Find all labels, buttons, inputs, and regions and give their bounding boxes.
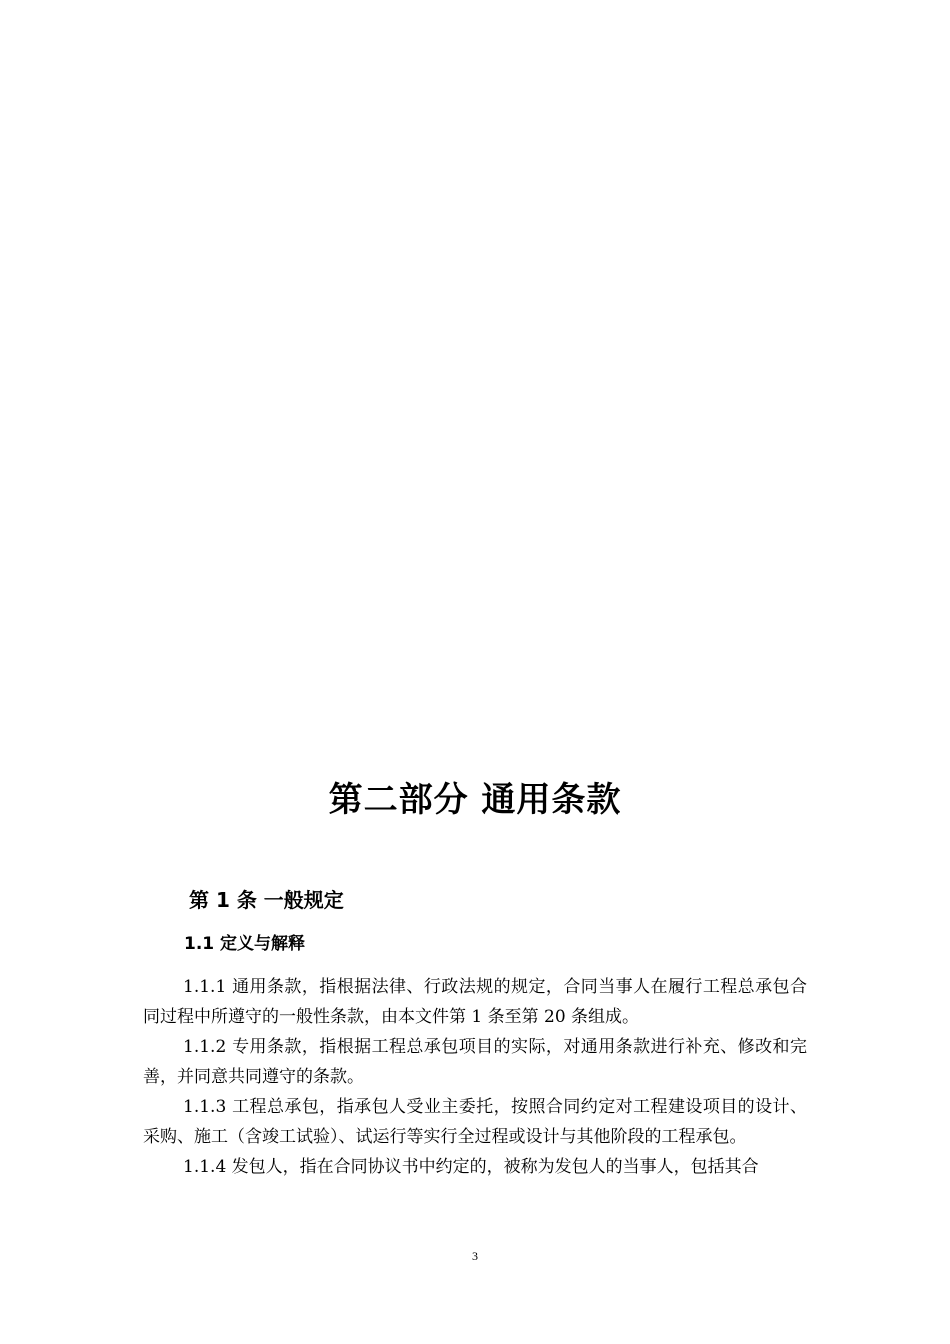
article-heading: 第 1 条 一般规定	[189, 888, 344, 912]
section-heading: 1.1 定义与解释	[184, 934, 306, 954]
paragraph-1-1-1: 1.1.1 通用条款，指根据法律、行政法规的规定，合同当事人在履行工程总承包合同过程中所遵守的一般性条款，由本文件第 1 条至第 20 条组成。	[143, 977, 807, 1027]
part-title: 第二部分 通用条款	[328, 780, 622, 820]
paragraph-1-1-2: 1.1.2 专用条款，指根据工程总承包项目的实际，对通用条款进行补充、修改和完善，并同意共同遵守的条款。	[143, 1037, 807, 1087]
page-number: 3	[472, 1249, 478, 1263]
body-text	[143, 972, 807, 1182]
paragraph-1-1-3: 1.1.3 工程总承包，指承包人受业主委托，按照合同约定对工程建设项目的设计、采购、施工（含竣工试验）、试运行等实行全过程或设计与其他阶段的工程承包。	[143, 1097, 807, 1147]
paragraph-1-1-4: 1.1.4 发包人，指在合同协议书中约定的，被称为发包人的当事人，包括其合	[183, 1157, 759, 1177]
